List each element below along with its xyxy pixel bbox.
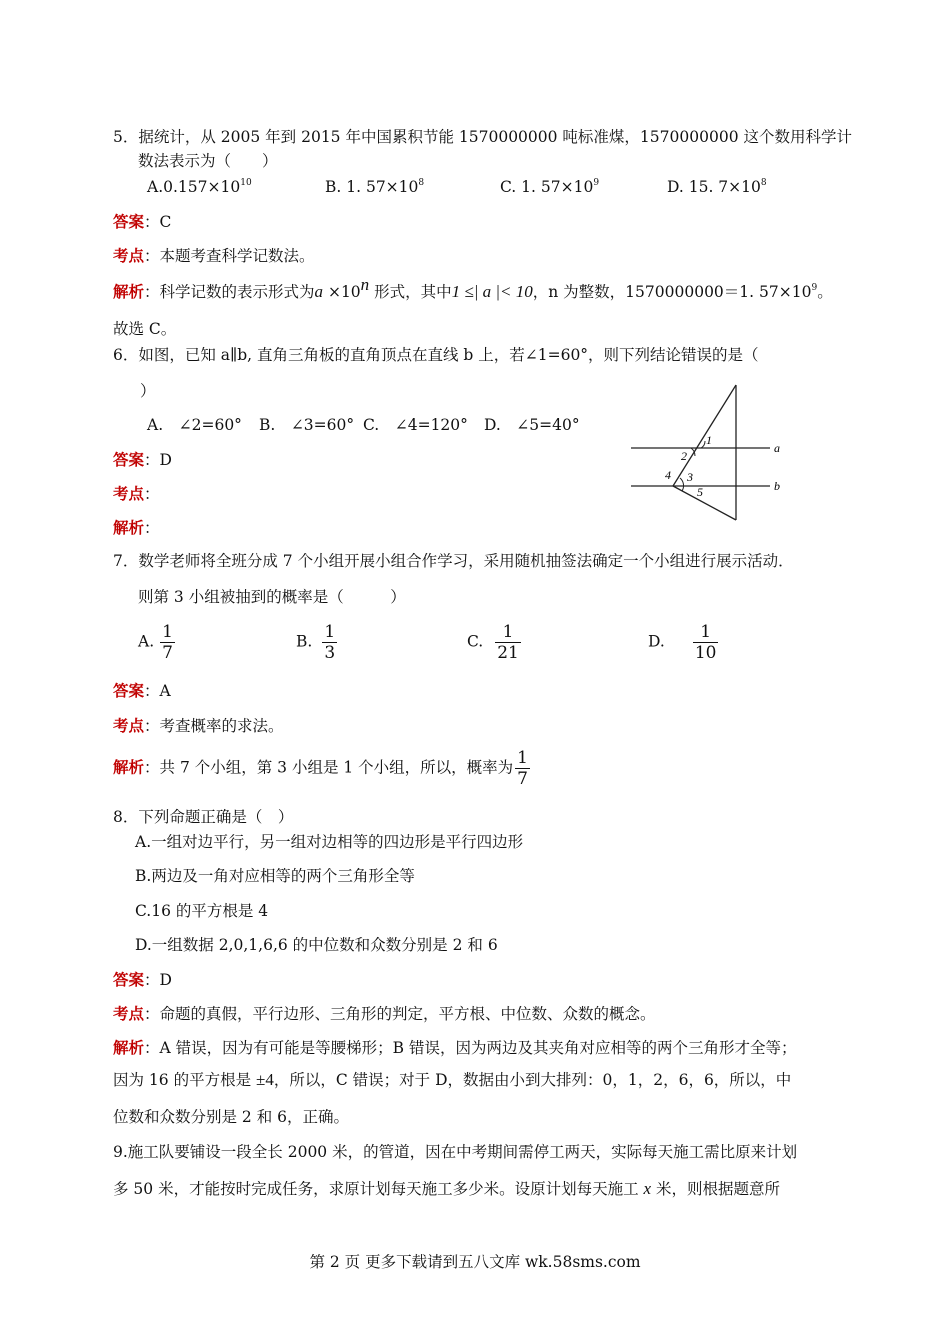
q8-analysis-line3: 位数和众数分别是 2 和 6，正确。 [113,1108,350,1126]
q7-option-b: B. $\frac{1}{3}$ [296,622,336,663]
q8-analysis-line2: 因为 16 的平方根是 ±4，所以，C 错误；对于 D，数据由小到大排列：0，1，2，6，6，所以，中 [113,1070,792,1089]
q8-option-c: C.16 的平方根是 4 [135,902,269,920]
label-b: b [774,479,780,493]
q7-stem-line2: 则第 3 小组被抽到的概率是（ ） [138,588,406,606]
q7-option-c: C. $\frac{1}{21}$ [467,622,519,663]
q6-option-d: D. ∠5=40° [484,416,580,434]
q8-analysis-line1: 解析：A 错误，因为有可能是等腰梯形；B 错误，因为两边及其夹角对应相等的两个三角形才全等； [113,1038,797,1057]
label-a: a [774,441,780,455]
q7-option-d: D. $\frac{1}{10}$ [648,622,717,663]
q8-point: 考点：命题的真假，平行边形、三角形的判定，平方根、中位数、众数的概念。 [113,1004,656,1023]
page-footer: 第 2 页 更多下载请到五八文库 wk.58sms.com [309,1253,641,1271]
label-2: 2 [681,449,687,463]
q5-option-a: $A.0.157\times 10^{10}$ [147,178,252,196]
q5-stem-line1: 5．据统计，从 2005 年到 2015 年中国累积节能 1570000000 吨标准煤，1570000000 这个数用科学计 [113,128,852,146]
q9-line2: 多 50 米，才能按时完成任务，求原计划每天施工多少米。设原计划每天施工 x 米，则根据题意所 [113,1179,780,1198]
label-5: 5 [697,485,703,499]
q6-answer: 答案：D [113,450,172,469]
q8-option-a: A.一组对边平行，另一组对边相等的四边形是平行四边形 [135,833,524,851]
q7-point: 考点：考查概率的求法。 [113,716,284,735]
label-4: 4 [665,468,671,482]
label-3: 3 [687,470,693,484]
q5-option-b: B. 1. $57\times 10^8$ [325,178,425,196]
angle-arc-3 [680,478,684,491]
q6-option-a: A. ∠2=60° [147,416,242,434]
q6-analysis: 解析： [113,518,160,537]
q8-option-d: D.一组数据 2,0,1,6,6 的中位数和众数分别是 2 和 6 [135,936,498,954]
q5-point: 考点：本题考查科学记数法。 [113,246,315,265]
q5-option-c: C. 1. $57\times 10^9$ [500,178,600,196]
q6-stem-line1: 6．如图，已知 a∥b, 直角三角板的直角顶点在直线 b 上，若∠1=60°，则下列结论错误的是（ [113,346,759,364]
q7-analysis: 解析：共 7 个小组，第 3 小组是 1 个小组，所以，概率为 $\frac{1}{7}$ [113,748,528,789]
label-1: 1 [706,433,712,447]
q7-answer: 答案：A [113,681,171,700]
q5-stem-line2: 数法表示为（ ） [138,152,278,170]
q5-analysis: 解析：科学记数的表示形式为$a \times 10^n$ 形式，其中1 ≤| a |< 10，n 为整数，1570000000＝1. $57\times 10^9$。 [113,275,833,301]
triangle-hypotenuse [673,385,736,486]
q8-option-b: B.两边及一角对应相等的两个三角形全等 [135,867,415,885]
q7-option-a: A. $\frac{1}{7}$ [138,622,173,663]
q6-option-b: B. ∠3=60° [259,416,355,434]
q6-point: 考点： [113,484,160,503]
q5-option-d: D. 15. $7\times 10^8$ [667,178,767,196]
q5-conclusion: 故选 C。 [113,320,177,338]
q9-line1: 9.施工队要铺设一段全长 2000 米，的管道，因在中考期间需停工两天，实际每天施工需比原来计划 [113,1143,798,1161]
angle-arc-1 [701,441,705,448]
q5-answer: 答案：C [113,212,172,231]
q6-option-c: C. ∠4=120° [363,416,468,434]
q7-stem-line1: 7．数学老师将全班分成 7 个小组开展小组合作学习，采用随机抽签法确定一个小组进行展示活动． [113,552,794,570]
q6-stem-line2: ） [140,382,156,400]
q8-stem: 8．下列命题正确是（ ） [113,808,294,826]
q8-answer: 答案：D [113,970,172,989]
q6-geometry-figure [625,380,795,530]
